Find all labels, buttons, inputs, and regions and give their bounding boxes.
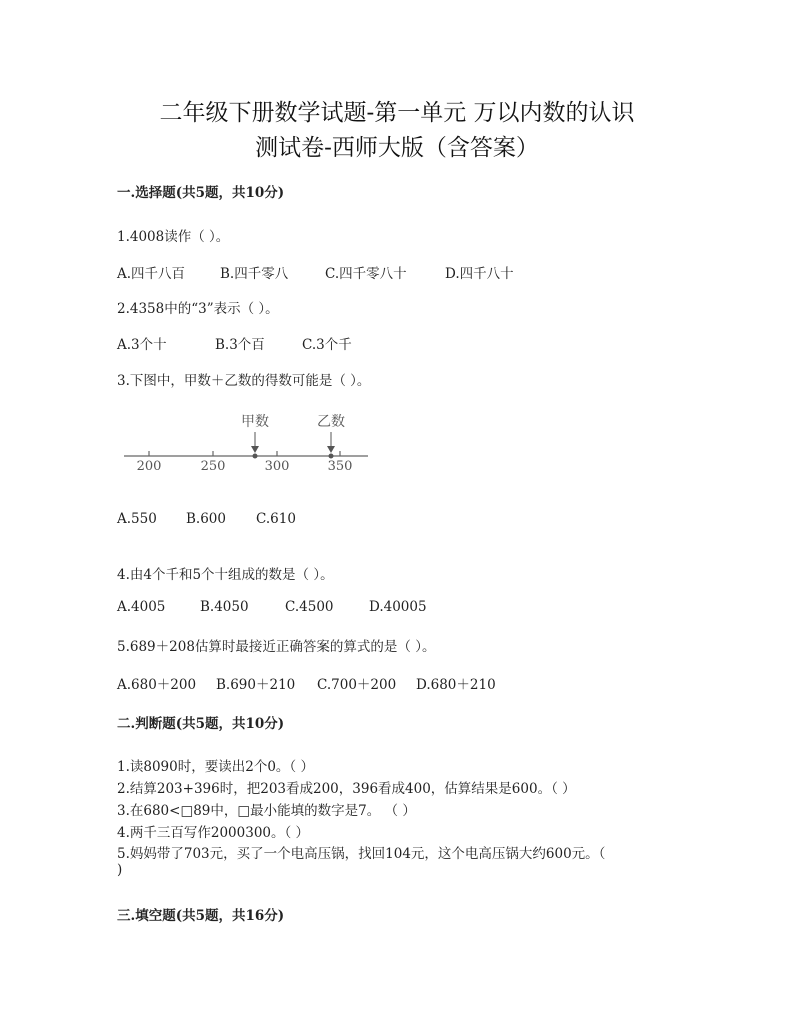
tf-item-5: 5.妈妈带了703元，买了一个电高压锅，找回104元，这个电高压锅大约600元。（ [117,846,606,862]
q1-option-a: A.四千八百 [117,266,186,282]
q3-option-b: B.600 [186,511,226,527]
tf-item-4: 4.两千三百写作2000300。（ ） [117,825,310,841]
tick-label-250: 250 [200,459,226,474]
question-4-stem: 4.由4个千和5个十组成的数是（ ）。 [117,567,334,583]
q3-option-a: A.550 [117,511,157,527]
q5-option-d: D.680＋210 [416,677,496,693]
tf-item-2: 2.结算203+396时，把203看成200，396看成400，估算结果是600。（ ） [117,781,576,797]
arrow-yi [327,432,335,453]
arrow-jia [251,432,259,453]
question-2-stem: 2.4358中的“3”表示（ ）。 [117,301,279,317]
q1-option-c: C.四千零八十 [325,266,407,282]
point-jia [253,454,258,459]
section-heading-choice: 一.选择题(共5题，共10分) [117,185,285,201]
q5-option-a: A.680＋200 [117,677,197,693]
q2-option-b: B.3个百 [215,337,265,353]
point-yi [329,454,334,459]
question-3-stem: 3.下图中，甲数＋乙数的得数可能是（ ）。 [117,373,371,389]
q5-option-c: C.700＋200 [317,677,397,693]
tick-label-300: 300 [264,459,290,474]
page-title-line-1: 二年级下册数学试题-第一单元 万以内数的认识 [159,100,635,126]
tf-item-5-continued: ) [117,862,123,878]
tick-label-200: 200 [136,459,162,474]
q4-option-c: C.4500 [285,599,334,615]
label-jia: 甲数 [241,414,269,430]
q4-option-a: A.4005 [117,599,166,615]
q3-option-c: C.610 [256,511,296,527]
q2-option-a: A.3个十 [117,337,167,353]
q5-option-b: B.690＋210 [216,677,296,693]
q1-option-b: B.四千零八 [220,266,289,282]
q2-option-c: C.3个千 [302,337,352,353]
q4-option-d: D.40005 [369,599,427,615]
label-yi: 乙数 [317,414,345,430]
number-line-figure [110,404,380,484]
page-title-line-2: 测试卷-西师大版（含答案） [255,135,539,161]
question-5-stem: 5.689＋208估算时最接近正确答案的算式的是（ ）。 [117,639,436,655]
tf-item-1: 1.读8090时，要读出2个0。（ ） [117,759,314,775]
q4-option-b: B.4050 [200,599,249,615]
tick-label-350: 350 [327,459,353,474]
tf-item-3: 3.在680<□89中，□最小能填的数字是7。 （ ） [117,803,416,819]
section-heading-true-false: 二.判断题(共5题，共10分) [117,716,285,732]
q1-option-d: D.四千八十 [445,266,514,282]
question-1-stem: 1.4008读作（ ）。 [117,229,230,245]
section-heading-fill-blank: 三.填空题(共5题，共16分) [117,908,285,924]
